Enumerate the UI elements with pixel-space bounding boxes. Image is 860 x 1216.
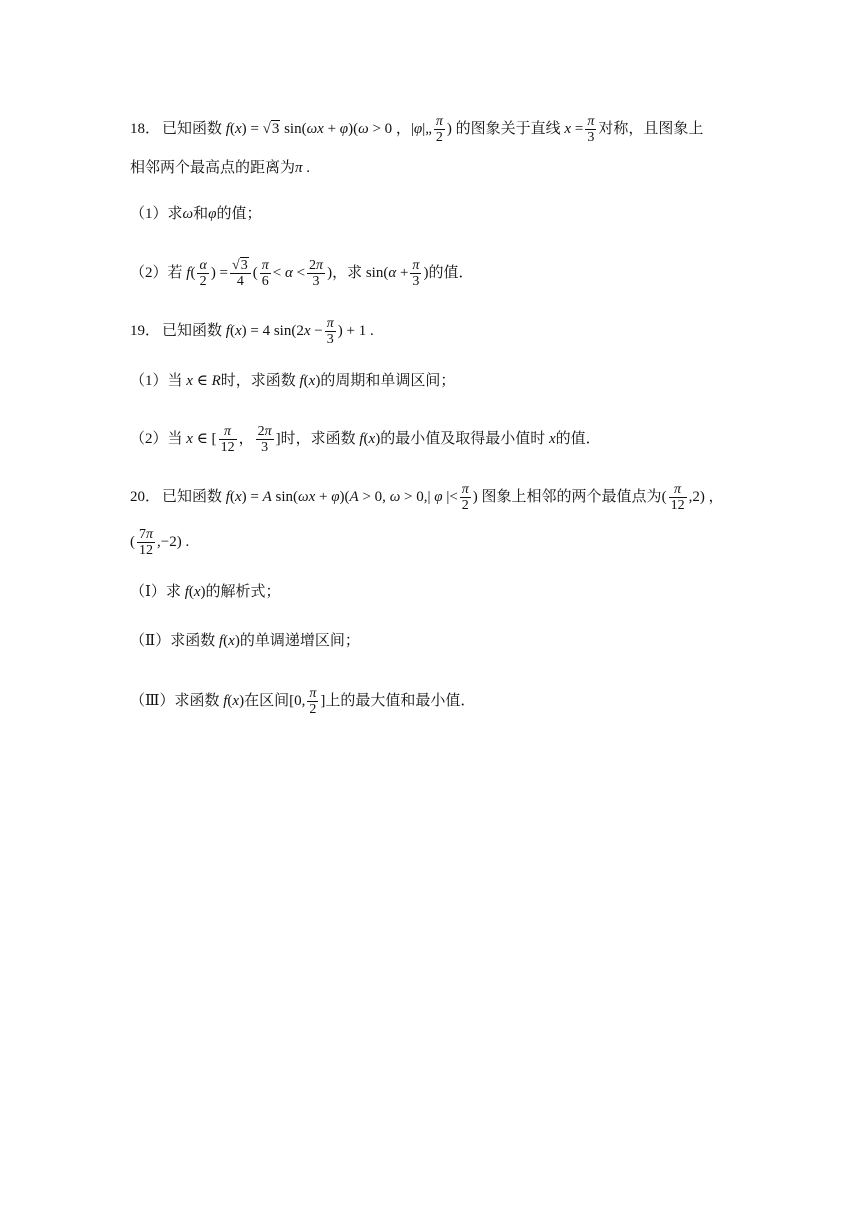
problem-number: 18． <box>130 120 161 137</box>
problem-18-part-2: （2）若 f( $\frac{\alpha}{2}$ ) = $\frac{√3}{4}$ ( $\frac{\pi}{6}$ < α < $\frac{2\pi}{3}$ )，求 sin(α + $\frac{\pi}{3}$ )的值． <box>130 258 474 289</box>
problem-20-part-2: （Ⅱ）求函数 f(x)的单调递增区间； <box>130 633 360 649</box>
problem-18-stem-cont: 相邻两个最高点的距离为π . <box>130 160 311 176</box>
problem-20-part-3: （Ⅲ）求函数 f(x)在区间[0, $\frac{\pi}{2}$ ]上的最大值和最小值． <box>130 686 476 717</box>
problem-20-stem-cont: ( $\frac{7\pi}{12}$ ,−2) . <box>130 527 190 558</box>
problem-18-stem: 18． 已知函数 f(x) = √3 sin(ωx + φ)(ω > 0 ，|φ|„ $\frac{\pi}{2}$ ) 的图象关于直线 x = $\frac{\pi}{3}$ 对称，且图象上 <box>130 114 704 145</box>
problem-20-stem: 20． 已知函数 f(x) = A sin(ωx + φ)(A > 0, ω > 0,| φ |< $\frac{\pi}{2}$ ) 图象上相邻的两个最值点为( $\frac{\pi}{12}$ ,2) ， <box>130 482 724 513</box>
problem-19-part-1: （1）当 x ∈ R时，求函数 f(x)的周期和单调区间； <box>130 373 456 389</box>
problem-19-stem: 19． 已知函数 f(x) = 4 sin(2x − $\frac{\pi}{3}$ ) + 1 . <box>130 316 374 347</box>
problem-19-part-2: （2）当 x ∈ [ $\frac{\pi}{12}$ ， $\frac{2\pi}{3}$ ]时，求函数 f(x)的最小值及取得最小值时 x的值． <box>130 424 601 455</box>
math-expression: f <box>225 120 230 137</box>
problem-20-part-1: （Ⅰ）求 f(x)的解析式； <box>130 584 281 600</box>
problem-18-part-1: （1）求ω和φ的值； <box>130 206 262 222</box>
problem-number: 19． <box>130 322 161 339</box>
problem-number: 20． <box>130 488 161 505</box>
